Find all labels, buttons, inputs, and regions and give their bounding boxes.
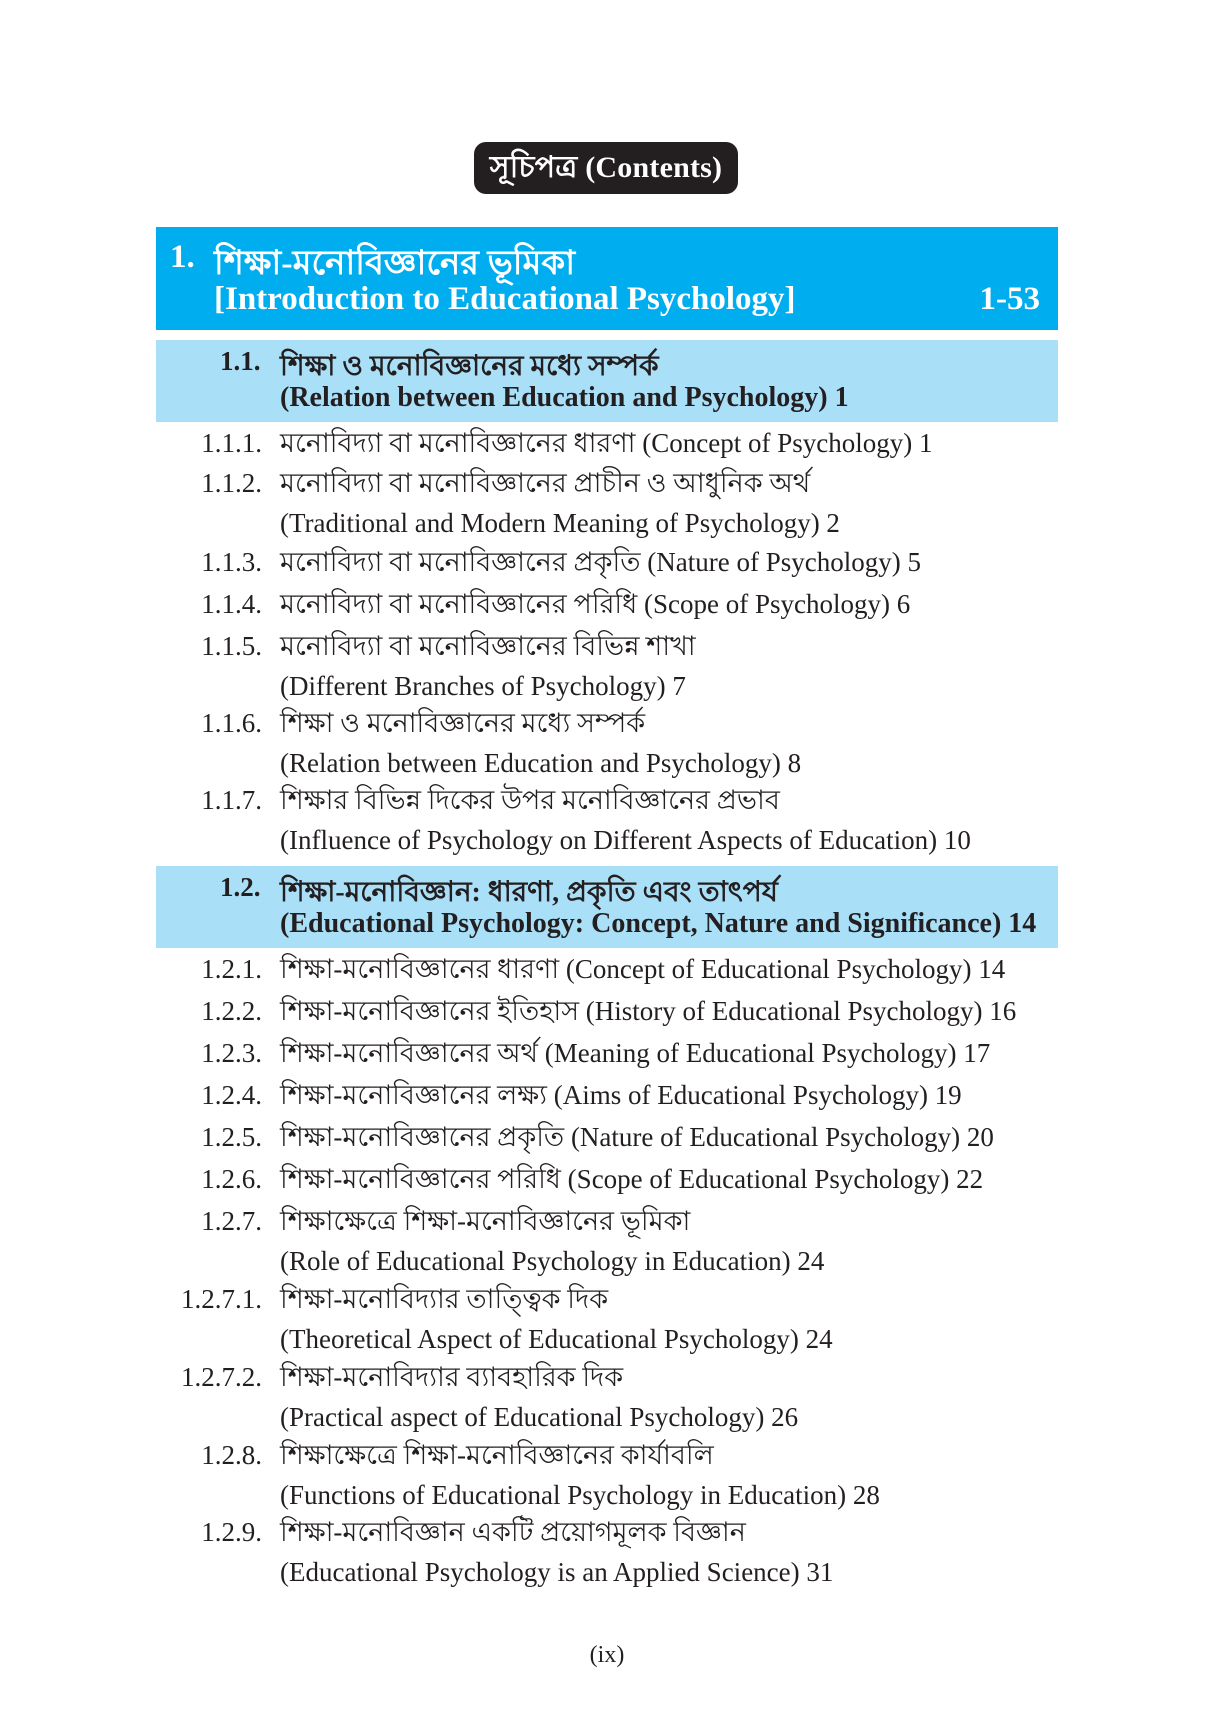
entry-subtitle: (Influence of Psychology on Different Aspects of Education) 10 [280,825,971,855]
entry-number: 1.2.5. [201,1122,262,1152]
entry-number: 1.2.2. [201,996,262,1026]
entry-title: শিক্ষাক্ষেত্রে শিক্ষা-মনোবিজ্ঞানের কার্যাবলি [280,1440,714,1470]
entry-subtitle: (Different Branches of Psychology) 7 [280,671,686,701]
entry-title: শিক্ষা-মনোবিজ্ঞানের অর্থ (Meaning of Educational Psychology) 17 [280,1038,991,1068]
section-title-en: (Educational Psychology: Concept, Nature and Significance) 14 [280,908,1037,939]
entry-title: শিক্ষা-মনোবিজ্ঞানের পরিধি (Scope of Educational Psychology) 22 [280,1164,984,1194]
entry-number: 1.2.9. [201,1517,262,1547]
entry-subtitle: (Traditional and Modern Meaning of Psychology) 2 [280,508,840,538]
entry-title: শিক্ষা-মনোবিদ্যার তাত্ত্বিক দিক [280,1284,609,1314]
entry-title: শিক্ষা-মনোবিজ্ঞানের ইতিহাস (History of Educational Psychology) 16 [280,996,1017,1026]
entry-subtitle: (Practical aspect of Educational Psychology) 26 [280,1402,799,1432]
entry-number: 1.1.7. [201,785,262,815]
section-title-bn: শিক্ষা-মনোবিজ্ঞান: ধারণা, প্রকৃতি এবং তাৎপর্য [280,877,778,908]
section-heading [156,866,1058,948]
entry-number: 1.1.4. [201,589,262,619]
entry-number: 1.2.7.1. [181,1284,262,1314]
entry-title: শিক্ষা-মনোবিজ্ঞান একটি প্রয়োগমূলক বিজ্ঞান [280,1517,746,1547]
entry-subtitle: (Relation between Education and Psychology) 8 [280,748,802,778]
entry-title: শিক্ষা ও মনোবিজ্ঞানের মধ্যে সম্পর্ক [280,708,646,738]
section-number: 1.1. [220,346,261,376]
entry-subtitle: (Role of Educational Psychology in Education) 24 [280,1246,825,1276]
entry-number: 1.2.8. [201,1440,262,1470]
section-title-bn: শিক্ষা ও মনোবিজ্ঞানের মধ্যে সম্পর্ক [280,351,659,382]
entry-number: 1.2.1. [201,954,262,984]
entry-title: শিক্ষা-মনোবিদ্যার ব্যাবহারিক দিক [280,1362,624,1392]
entry-number: 1.1.5. [201,631,262,661]
contents-title [474,142,738,194]
entry-number: 1.1.3. [201,547,262,577]
section-title-en: (Relation between Education and Psychology) 1 [280,382,849,413]
entry-title: মনোবিদ্যা বা মনোবিজ্ঞানের প্রকৃতি (Nature of Psychology) 5 [280,547,921,577]
entry-title: মনোবিদ্যা বা মনোবিজ্ঞানের ধারণা (Concept of Psychology) 1 [280,428,933,458]
chapter-title-bn: শিক্ষা-মনোবিজ্ঞানের ভূমিকা [214,245,576,282]
section-number: 1.2. [220,872,261,902]
chapter-number: 1. [170,239,195,275]
chapter-title-en: [Introduction to Educational Psychology] [214,281,796,317]
chapter-heading [156,227,1058,330]
entry-number: 1.2.3. [201,1038,262,1068]
page-number: (ix) [589,1642,625,1668]
entry-number: 1.2.7. [201,1206,262,1236]
section-heading [156,340,1058,422]
entry-title: মনোবিদ্যা বা মনোবিজ্ঞানের প্রাচীন ও আধুনিক অর্থ [280,468,811,498]
entry-subtitle: (Theoretical Aspect of Educational Psychology) 24 [280,1324,833,1354]
entry-number: 1.2.6. [201,1164,262,1194]
entry-title: শিক্ষার বিভিন্ন দিকের উপর মনোবিজ্ঞানের প্রভাব [280,785,780,815]
entry-title: শিক্ষা-মনোবিজ্ঞানের প্রকৃতি (Nature of Educational Psychology) 20 [280,1122,994,1152]
entry-title: শিক্ষাক্ষেত্রে শিক্ষা-মনোবিজ্ঞানের ভূমিকা [280,1206,691,1236]
entry-subtitle: (Educational Psychology is an Applied Science) 31 [280,1557,834,1587]
entry-subtitle: (Functions of Educational Psychology in Education) 28 [280,1480,880,1510]
contents-title-text: সূচিপত্র (Contents) [489,150,723,184]
entry-number: 1.1.2. [201,468,262,498]
entry-title: মনোবিদ্যা বা মনোবিজ্ঞানের বিভিন্ন শাখা [280,631,696,661]
entry-number: 1.2.7.2. [181,1362,262,1392]
entry-number: 1.2.4. [201,1080,262,1110]
entry-title: শিক্ষা-মনোবিজ্ঞানের লক্ষ্য (Aims of Educational Psychology) 19 [280,1080,962,1110]
entry-number: 1.1.1. [201,428,262,458]
entry-title: মনোবিদ্যা বা মনোবিজ্ঞানের পরিধি (Scope of Psychology) 6 [280,589,911,619]
chapter-page-range: 1-53 [979,281,1040,317]
entry-title: শিক্ষা-মনোবিজ্ঞানের ধারণা (Concept of Educational Psychology) 14 [280,954,1006,984]
entry-number: 1.1.6. [201,708,262,738]
